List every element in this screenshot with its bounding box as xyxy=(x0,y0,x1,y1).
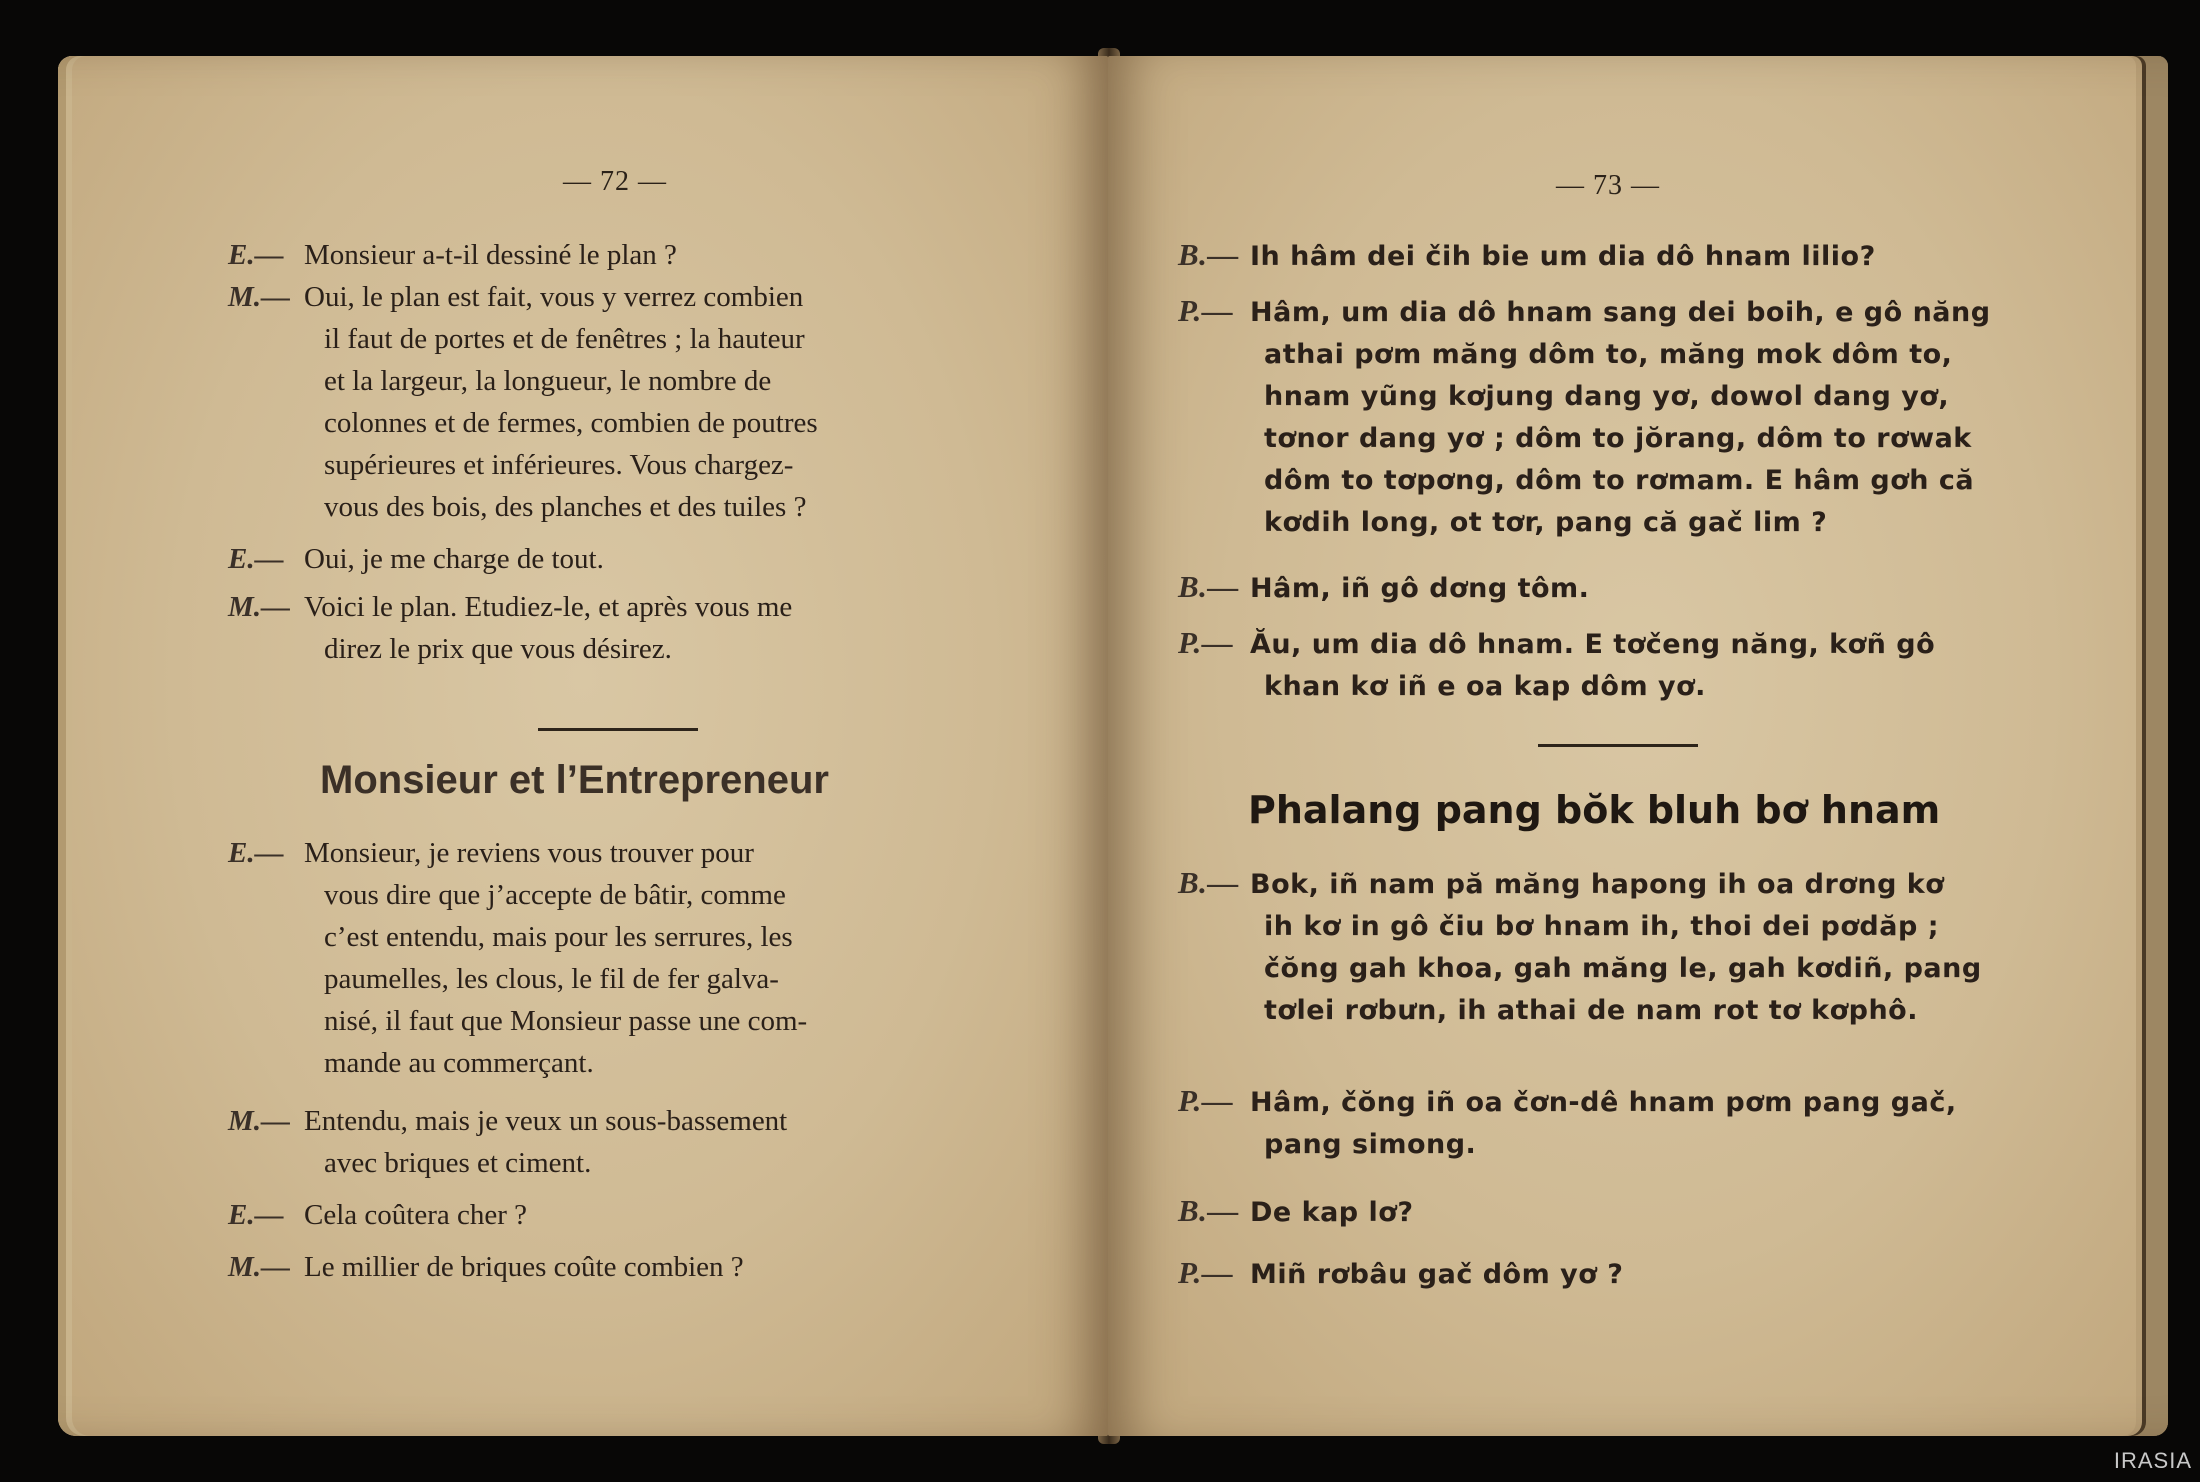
dialogue-line: Monsieur a-t-il dessiné le plan ? xyxy=(304,239,677,271)
dialogue-entry xyxy=(228,234,1098,276)
dialogue-entry xyxy=(1178,1190,2108,1234)
dialogue-line: Miñ rơbâu gač dôm yơ ? xyxy=(1250,1259,1624,1290)
speaker-label: E.— xyxy=(228,837,284,869)
dialogue-line: Le millier de briques coûte combien ? xyxy=(304,1251,744,1283)
section-title: Phalang pang bŏk bluh bơ hnam xyxy=(1248,788,1941,832)
dialogue-entry xyxy=(1178,566,2108,610)
dialogue-entry xyxy=(228,1194,1098,1236)
dialogue-line: direz le prix que vous désirez. xyxy=(324,633,672,665)
dialogue-line: paumelles, les clous, le fil de fer galva- xyxy=(324,963,779,995)
watermark: IRASIA xyxy=(2113,1448,2192,1473)
dialogue-entry xyxy=(1178,622,2108,708)
dialogue-line: khan kơ iñ e oa kap dôm yơ. xyxy=(1264,671,1706,702)
dialogue-line: Voici le plan. Etudiez-le, et après vous me xyxy=(304,591,793,623)
dialogue-line: tơlei rơbưn, ih athai de nam rot tơ kơphô. xyxy=(1264,995,1918,1026)
speaker-label: E.— xyxy=(228,239,284,271)
dialogue-line: vous des bois, des planches et des tuiles ? xyxy=(324,491,807,523)
speaker-label: M.— xyxy=(228,1105,291,1137)
dialogue-line: De kap lơ? xyxy=(1250,1197,1414,1228)
dialogue-entry xyxy=(228,538,1098,580)
dialogue-entry xyxy=(1178,1080,2108,1166)
open-book xyxy=(58,48,2170,1444)
speaker-label: P.— xyxy=(1178,1083,1234,1118)
page-number-72: — 72 — xyxy=(563,166,667,197)
dialogue-line: pang simong. xyxy=(1264,1129,1477,1160)
dialogue-line: Monsieur, je reviens vous trouver pour xyxy=(304,837,754,869)
dialogue-entry xyxy=(228,1100,1098,1184)
dialogue-line: colonnes et de fermes, combien de poutres xyxy=(324,407,818,439)
dialogue-entry xyxy=(228,1246,1098,1288)
dialogue-line: Ău, um dia dô hnam. E tơčeng năng, kơñ gô xyxy=(1250,629,1936,660)
dialogue-entry xyxy=(1178,1252,2108,1296)
speaker-label: B.— xyxy=(1178,1193,1239,1228)
speaker-label: B.— xyxy=(1178,569,1239,604)
dialogue-line: supérieures et inférieures. Vous chargez- xyxy=(324,449,794,481)
speaker-label: E.— xyxy=(228,543,284,575)
dialogue-line: kơdih long, ot tơr, pang că gač lim ? xyxy=(1264,507,1828,538)
dialogue-entry xyxy=(1178,862,2108,1032)
speaker-label: M.— xyxy=(228,281,291,313)
dialogue-entry xyxy=(228,586,1098,670)
dialogue-line: Oui, le plan est fait, vous y verrez combien xyxy=(304,281,804,313)
dialogue-entry xyxy=(228,276,1098,528)
dialogue-line: nisé, il faut que Monsieur passe une com- xyxy=(324,1005,808,1037)
dialogue-entry xyxy=(1178,234,2108,278)
dialogue-line: et la largeur, la longueur, le nombre de xyxy=(324,365,772,397)
dialogue-line: Hâm, iñ gô dơng tôm. xyxy=(1250,573,1590,604)
dialogue-line: tơnor dang yơ ; dôm to jŏrang, dôm to rơwak xyxy=(1264,423,1972,454)
speaker-label: M.— xyxy=(228,591,291,623)
dialogue-line: Cela coûtera cher ? xyxy=(304,1199,527,1231)
dialogue-line: Bok, iñ nam pă măng hapong ih oa drơng kơ xyxy=(1250,869,1945,900)
section-divider xyxy=(538,728,698,731)
dialogue-line: c’est entendu, mais pour les serrures, les xyxy=(324,921,793,953)
speaker-label: B.— xyxy=(1178,865,1239,900)
right-page xyxy=(1108,56,2168,1436)
dialogue-line: Oui, je me charge de tout. xyxy=(304,543,604,575)
dialogue-line: Ih hâm dei čih bie um dia dô hnam lilio? xyxy=(1250,241,1876,272)
speaker-label: P.— xyxy=(1178,293,1234,328)
speaker-label: E.— xyxy=(228,1199,284,1231)
dialogue-line: mande au commerçant. xyxy=(324,1047,594,1079)
dialogue-entry xyxy=(228,832,1098,1084)
section-divider xyxy=(1538,744,1698,747)
dialogue-line: Entendu, mais je veux un sous-bassement xyxy=(304,1105,788,1137)
speaker-label: P.— xyxy=(1178,625,1234,660)
dialogue-line: athai pơm măng dôm to, măng mok dôm to, xyxy=(1264,339,1953,370)
dialogue-line: hnam yũng kơjung dang yơ, dowol dang yơ, xyxy=(1264,381,1950,412)
page-number-73: — 73 — xyxy=(1556,170,1660,201)
dialogue-line: čŏng gah khoa, gah măng le, gah kơdiñ, pang xyxy=(1264,953,1982,984)
dialogue-line: Hâm, čŏng iñ oa čơn-dê hnam pơm pang gač, xyxy=(1250,1087,1957,1118)
speaker-label: M.— xyxy=(228,1251,291,1283)
speaker-label: P.— xyxy=(1178,1255,1234,1290)
dialogue-line: avec briques et ciment. xyxy=(324,1147,592,1179)
speaker-label: B.— xyxy=(1178,237,1239,272)
left-page xyxy=(58,56,1108,1436)
dialogue-line: dôm to tơpơng, dôm to rơmam. E hâm gơh că xyxy=(1264,465,1975,496)
dialogue-line: Hâm, um dia dô hnam sang dei boih, e gô năng xyxy=(1250,297,1991,328)
dialogue-entry xyxy=(1178,290,2108,544)
section-title: Monsieur et l’Entrepreneur xyxy=(320,758,829,802)
dialogue-line: ih kơ in gô čiu bơ hnam ih, thoi dei pơdăp ; xyxy=(1264,911,1939,942)
dialogue-line: vous dire que j’accepte de bâtir, comme xyxy=(324,879,786,911)
dialogue-line: il faut de portes et de fenêtres ; la hauteur xyxy=(324,323,805,355)
